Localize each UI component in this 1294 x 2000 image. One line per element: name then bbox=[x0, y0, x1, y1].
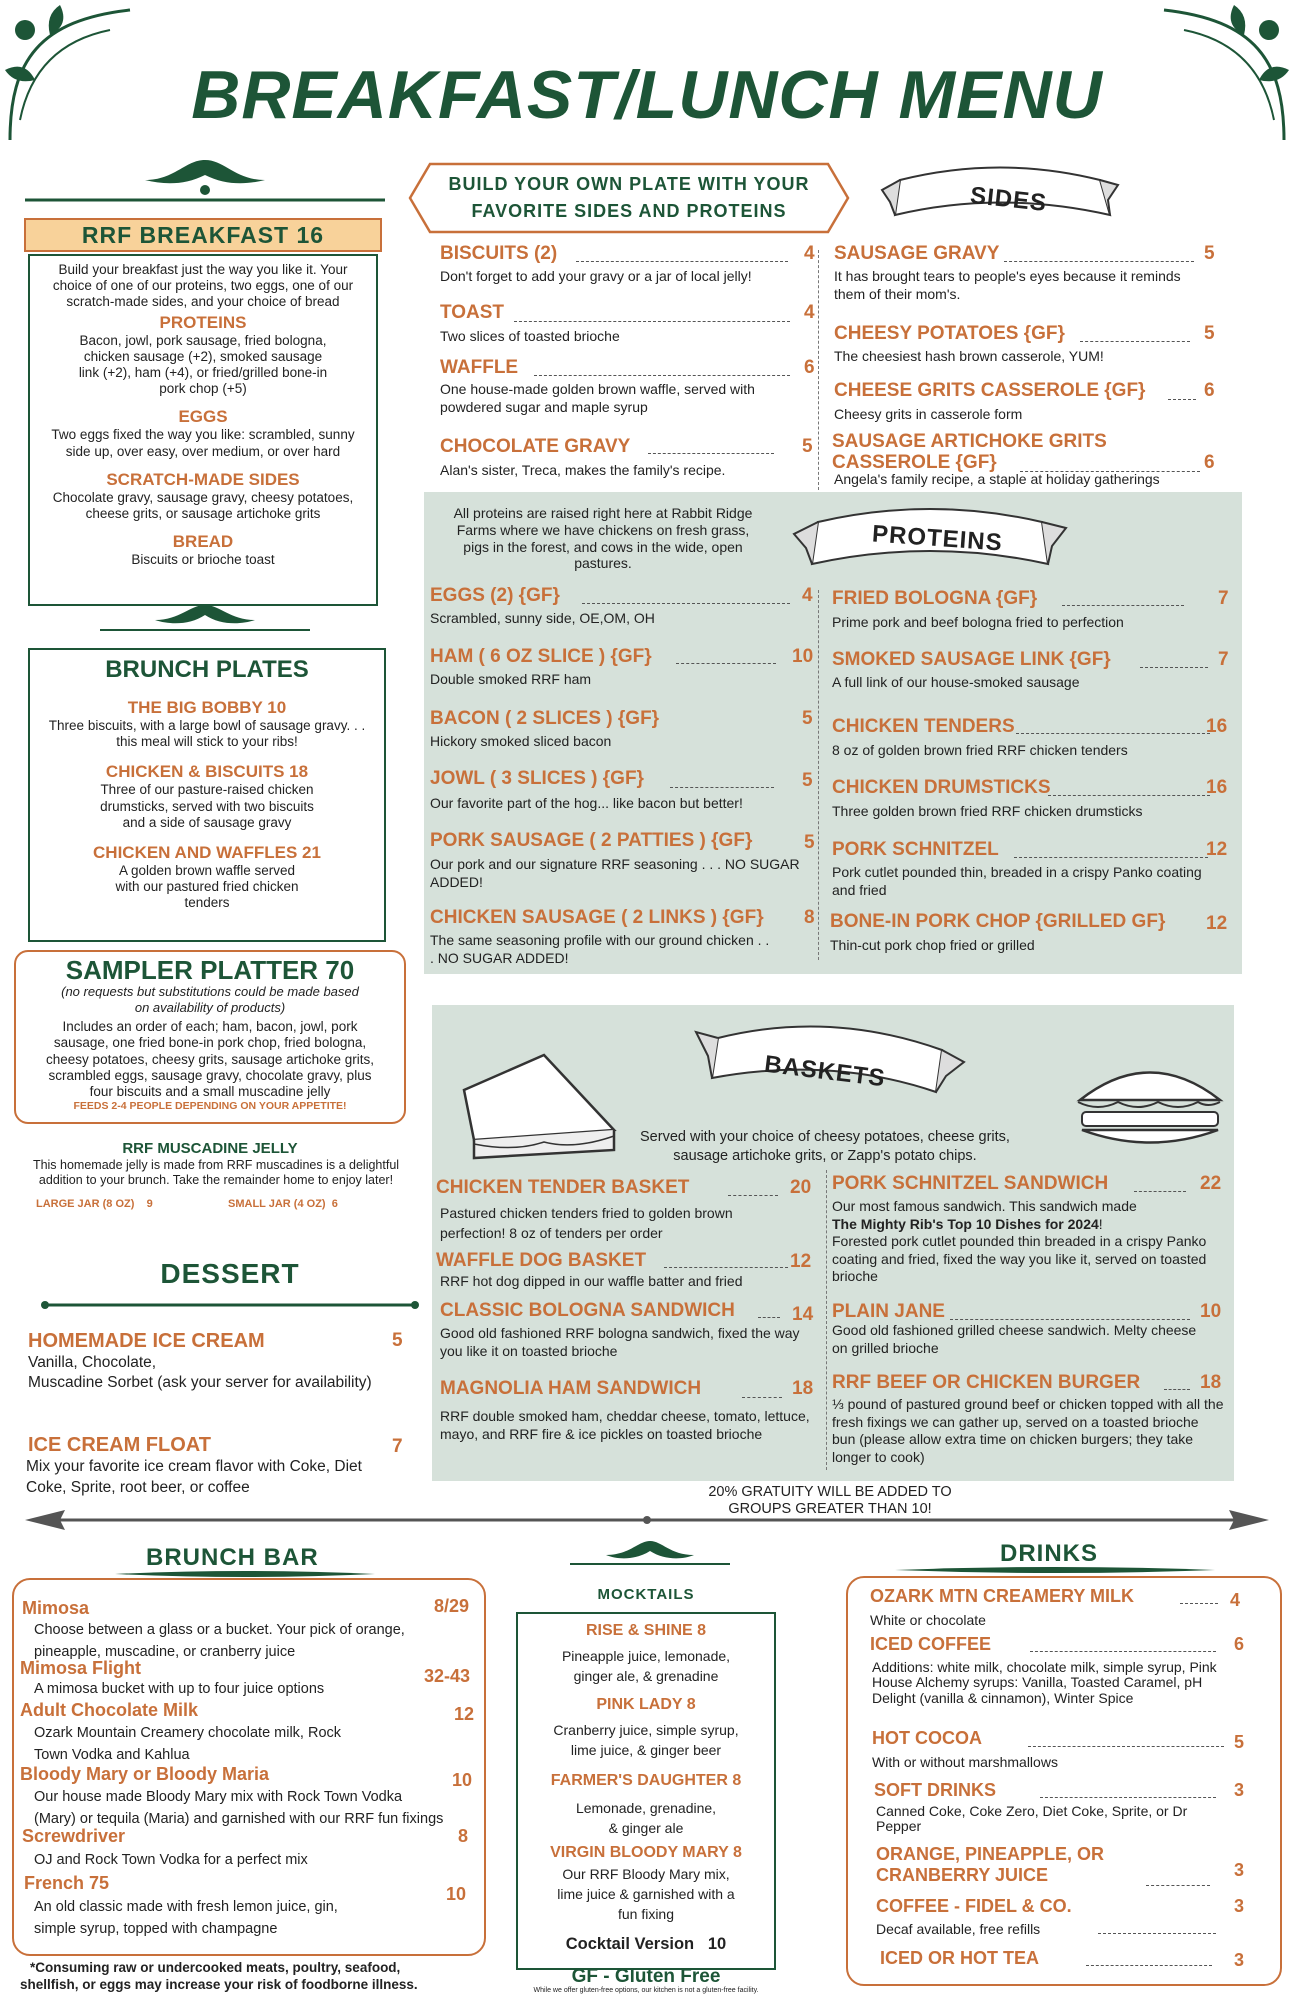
side-item-name: CHEESY POTATOES {GF} bbox=[834, 323, 1065, 344]
gluten-free-label: GF - Gluten Free bbox=[571, 1966, 721, 1987]
side-item-name: SAUSAGE GRAVY bbox=[834, 243, 1000, 264]
basket-item-name: PORK SCHNITZEL SANDWICH bbox=[832, 1173, 1109, 1194]
drink-item-name: ORANGE, PINEAPPLE, OR bbox=[876, 1844, 1105, 1864]
baskets-title: BASKETS bbox=[762, 1050, 887, 1093]
drink-item-price: 3 bbox=[1234, 1780, 1245, 1800]
protein-item-desc: The same seasoning profile with our ground chicken . . . NO SUGAR ADDED! bbox=[430, 932, 770, 966]
proteins-intro: All proteins are raised right here at Rabbit Ridge Farms where we have chickens on fresh grass, pigs in the forest, and cows in the wide, open pastures. bbox=[453, 505, 753, 572]
basket-item-desc: Good old fashioned grilled cheese sandwich. Melty cheese on grilled brioche bbox=[832, 1322, 1197, 1356]
leader-dots bbox=[742, 1388, 782, 1398]
protein-item-price: 16 bbox=[1206, 777, 1228, 798]
drink-item-price: 3 bbox=[1234, 1896, 1245, 1916]
drink-item-price: 3 bbox=[1234, 1860, 1245, 1880]
basket-item-price: 22 bbox=[1200, 1173, 1222, 1194]
brunch-bar-item-desc: pineapple, muscadine, or cranberry juice bbox=[34, 1644, 296, 1660]
sandwich-illustration-icon bbox=[444, 1040, 644, 1170]
baskets-intro: Served with your choice of cheesy potatoes, cheese grits, sausage artichoke grits, or Zapp's potato chips. bbox=[640, 1129, 1010, 1164]
plate-item-name: CHOCOLATE GRAVY bbox=[440, 436, 631, 457]
protein-item-name: CHICKEN TENDERS bbox=[832, 716, 1015, 737]
protein-item-desc: Three golden brown fried RRF chicken drumsticks bbox=[832, 803, 1143, 819]
drink-item-name: HOT COCOA bbox=[872, 1728, 982, 1748]
disclaimer-line1: *Consuming raw or undercooked meats, poultry, seafood, bbox=[30, 1960, 401, 1975]
plate-item-name: BISCUITS (2) bbox=[440, 243, 558, 264]
divider-arrow-icon bbox=[20, 1505, 1274, 1535]
protein-item-desc: A full link of our house-smoked sausage bbox=[832, 674, 1080, 690]
column-divider bbox=[818, 590, 819, 960]
brunch-plate-desc: A golden brown waffle served with our pastured fried chicken tenders bbox=[115, 862, 299, 911]
brunch-bar-item-desc: simple syrup, topped with champagne bbox=[34, 1921, 278, 1937]
dessert-item-price: 7 bbox=[392, 1436, 403, 1457]
dessert-item-price: 5 bbox=[392, 1330, 403, 1351]
brunch-bar-item-desc: Town Vodka and Kahlua bbox=[34, 1747, 190, 1763]
plate-item-price: 4 bbox=[804, 243, 815, 264]
dessert-item-name: ICE CREAM FLOAT bbox=[28, 1434, 211, 1456]
mocktail-desc: Pineapple juice, lemonade, bbox=[561, 1648, 731, 1664]
basket-item-desc: Good old fashioned RRF bologna sandwich, fixed the way you like it on toasted brioche bbox=[440, 1325, 800, 1359]
proteins-title: PROTEINS bbox=[871, 520, 1004, 557]
basket-item-name: CLASSIC BOLOGNA SANDWICH bbox=[440, 1300, 735, 1321]
protein-item-price: 5 bbox=[802, 708, 813, 729]
protein-item-desc: Scrambled, sunny side, OE,OM, OH bbox=[430, 610, 655, 626]
column-divider bbox=[818, 250, 819, 490]
protein-item-desc: 8 oz of golden brown fried RRF chicken tenders bbox=[832, 742, 1128, 758]
drink-item-name: SOFT DRINKS bbox=[874, 1780, 997, 1800]
brunch-plates-title: BRUNCH PLATES bbox=[105, 656, 309, 683]
breakfast-title: RRF BREAKFAST 16 bbox=[81, 222, 325, 248]
drink-item-desc: Decaf available, free refills bbox=[876, 1921, 1041, 1937]
mocktail-name: RISE & SHINE 8 bbox=[585, 1622, 707, 1639]
plate-item-desc: Alan's sister, Treca, makes the family's recipe. bbox=[440, 462, 726, 478]
protein-item-desc: Our favorite part of the hog... like bacon but better! bbox=[430, 795, 743, 811]
basket-item-desc: Pastured chicken tenders fried to golden brown perfection! 8 oz of tenders per order bbox=[440, 1205, 733, 1241]
mocktails-title: MOCKTAILS bbox=[597, 1586, 695, 1603]
side-item-price: 5 bbox=[1204, 323, 1215, 344]
mocktail-name: VIRGIN BLOODY MARY 8 bbox=[550, 1844, 742, 1861]
basket-item-name: CHICKEN TENDER BASKET bbox=[436, 1177, 690, 1198]
plate-item-price: 4 bbox=[804, 302, 815, 323]
protein-item-name: EGGS (2) {GF} bbox=[430, 585, 560, 606]
plate-item-price: 5 bbox=[802, 436, 813, 457]
dessert-item-desc: Muscadine Sorbet (ask your server for availability) bbox=[28, 1374, 372, 1391]
protein-item-desc: Thin-cut pork chop fried or grilled bbox=[830, 937, 1035, 953]
dessert-item-name: HOMEMADE ICE CREAM bbox=[28, 1330, 265, 1352]
brunch-bar-item-desc: (Mary) or tequila (Maria) and garnished with our RRF fun fixings bbox=[34, 1811, 444, 1827]
protein-item-price: 10 bbox=[792, 646, 814, 667]
drink-item-price: 4 bbox=[1230, 1590, 1241, 1610]
protein-item-price: 5 bbox=[804, 832, 815, 853]
drink-item-name-line2: CRANBERRY JUICE bbox=[876, 1865, 1049, 1885]
drink-item-desc: With or without marshmallows bbox=[872, 1754, 1058, 1770]
mocktail-desc: Lemonade, grenadine, bbox=[575, 1800, 717, 1816]
protein-item-price: 12 bbox=[1206, 913, 1228, 934]
leader-dots bbox=[1016, 724, 1210, 734]
drink-item-name: COFFEE - FIDEL & CO. bbox=[876, 1896, 1072, 1916]
brunch-bar-item-name: Bloody Mary or Bloody Maria bbox=[20, 1764, 270, 1784]
mocktail-desc: Cranberry juice, simple syrup, bbox=[553, 1722, 739, 1738]
protein-item-desc: Our pork and our signature RRF seasoning . . . NO SUGAR ADDED! bbox=[430, 856, 800, 890]
leader-dots bbox=[534, 366, 790, 376]
leader-dots bbox=[728, 1186, 778, 1196]
brunch-bar-item-desc: OJ and Rock Town Vodka for a perfect mix bbox=[34, 1852, 308, 1868]
mocktail-desc: fun fixing bbox=[617, 1906, 675, 1922]
brunch-bar-item-price: 10 bbox=[452, 1770, 473, 1790]
brunch-bar-item-name: Mimosa bbox=[22, 1598, 90, 1618]
protein-item-name: SMOKED SAUSAGE LINK {GF} bbox=[832, 649, 1111, 670]
breakfast-eggs-heading: EGGS bbox=[178, 407, 228, 427]
basket-item-price: 18 bbox=[792, 1378, 814, 1399]
corner-ornament-top-left-icon bbox=[0, 0, 140, 150]
brunch-plates-box bbox=[28, 648, 386, 942]
dessert-item-desc: Vanilla, Chocolate, bbox=[28, 1354, 157, 1371]
leader-dots bbox=[664, 1258, 788, 1268]
protein-item-price: 12 bbox=[1206, 839, 1228, 860]
disclaimer-line2: shellfish, or eggs may increase your risk of foodborne illness. bbox=[20, 1977, 418, 1992]
dessert-item-desc: Coke, Sprite, root beer, or coffee bbox=[26, 1479, 250, 1496]
breakfast-title-badge bbox=[24, 218, 382, 252]
basket-item-price: 20 bbox=[790, 1177, 812, 1198]
brunch-bar-item-desc: Ozark Mountain Creamery chocolate milk, Rock bbox=[34, 1725, 342, 1741]
mocktail-desc: ginger ale, & grenadine bbox=[573, 1668, 719, 1684]
leader-dots bbox=[1164, 1380, 1190, 1390]
basket-item-desc-a: Our most famous sandwich. This sandwich made bbox=[832, 1198, 1137, 1214]
protein-item-name: HAM ( 6 OZ SLICE ) {GF} bbox=[430, 646, 652, 667]
protein-item-desc: Prime pork and beef bologna fried to perfection bbox=[832, 614, 1124, 630]
sampler-box bbox=[14, 950, 406, 1124]
brunch-bar-item-desc: Choose between a glass or a bucket. Your pick of orange, bbox=[34, 1622, 405, 1638]
protein-item-name: PORK SCHNITZEL bbox=[832, 839, 999, 860]
divider-ornament-icon bbox=[20, 155, 390, 205]
column-divider bbox=[826, 1170, 827, 1470]
breakfast-proteins-heading: PROTEINS bbox=[159, 312, 247, 332]
burger-illustration-icon bbox=[1070, 1040, 1230, 1160]
drink-item-price: 5 bbox=[1234, 1732, 1245, 1752]
cocktail-version: Cocktail Version 10 bbox=[565, 1935, 727, 1953]
brunch-bar-item-desc: A mimosa bucket with up to four juice options bbox=[34, 1681, 325, 1697]
brunch-plate-name: CHICKEN AND WAFFLES 21 bbox=[93, 842, 321, 862]
sampler-note: (no requests but substitutions could be made based on availability of products) bbox=[61, 984, 359, 1015]
protein-item-desc: Double smoked RRF ham bbox=[430, 671, 592, 687]
mocktail-desc: Our RRF Bloody Mary mix, bbox=[562, 1866, 730, 1882]
leader-dots bbox=[1086, 1956, 1212, 1966]
dessert-item-desc: Mix your favorite ice cream flavor with Coke, Diet bbox=[26, 1458, 362, 1475]
plate-item-desc: Two slices of toasted brioche bbox=[440, 328, 620, 344]
basket-item-name: MAGNOLIA HAM SANDWICH bbox=[440, 1378, 702, 1399]
basket-item-desc-c: ! bbox=[1098, 1215, 1103, 1232]
build-plate-line2: FAVORITE SIDES AND PROTEINS bbox=[471, 201, 787, 221]
brunch-bar-item-price: 8/29 bbox=[434, 1596, 470, 1616]
protein-item-name: BACON ( 2 SLICES ) {GF} bbox=[430, 708, 660, 729]
leader-dots bbox=[1168, 390, 1196, 400]
breakfast-proteins-text: Bacon, jowl, pork sausage, fried bologna, chicken sausage (+2), smoked sausage link (+2), ham (+4), or fried/grilled bone-in pork chop (+5) bbox=[78, 332, 328, 397]
leader-dots bbox=[1134, 1182, 1186, 1192]
basket-item-name: RRF BEEF OR CHICKEN BURGER bbox=[832, 1372, 1141, 1393]
leader-dots bbox=[1030, 1642, 1216, 1652]
drink-item-price: 6 bbox=[1234, 1634, 1245, 1654]
leader-dots bbox=[1146, 1876, 1210, 1886]
leader-dots bbox=[1048, 786, 1210, 796]
basket-item-price: 14 bbox=[792, 1304, 814, 1325]
leader-dots bbox=[1004, 252, 1194, 262]
corner-ornament-top-right-icon bbox=[1154, 0, 1294, 150]
side-item-desc: It has brought tears to people's eyes because it reminds them of their mom's. bbox=[834, 268, 1181, 302]
brunch-plate-name: THE BIG BOBBY 10 bbox=[127, 698, 287, 717]
breakfast-eggs-text: Two eggs fixed the way you like: scrambled, sunny side up, over easy, over medium, or over hard bbox=[51, 427, 355, 459]
basket-item-desc-award: The Mighty Rib's Top 10 Dishes for 2024 bbox=[832, 1215, 1099, 1232]
protein-item-price: 7 bbox=[1218, 588, 1229, 609]
protein-item-price: 5 bbox=[802, 770, 813, 791]
basket-item-desc-d: Forested pork cutlet pounded thin breaded in a crispy Panko coating and fried, fixed the way you like it, served on toasted brioche bbox=[832, 1233, 1207, 1284]
leader-dots bbox=[676, 654, 776, 664]
sides-title: SIDES bbox=[968, 182, 1049, 217]
dessert-rule-icon bbox=[40, 1298, 420, 1312]
basket-item-price: 18 bbox=[1200, 1372, 1222, 1393]
drink-item-desc: Canned Coke, Coke Zero, Diet Coke, Sprite, or Dr Pepper bbox=[876, 1803, 1188, 1835]
flourish-icon bbox=[90, 600, 320, 640]
brunch-bar-item-price: 32-43 bbox=[424, 1666, 471, 1686]
drink-item-desc: White or chocolate bbox=[870, 1612, 986, 1628]
brunch-bar-item-price: 10 bbox=[446, 1884, 467, 1904]
build-plate-badge-icon bbox=[408, 162, 850, 234]
leader-dots bbox=[1014, 848, 1208, 858]
basket-item-desc: RRF double smoked ham, cheddar cheese, tomato, lettuce, mayo, and RRF fire & ice pickles on toasted brioche bbox=[440, 1408, 810, 1442]
brunch-plate-name: CHICKEN & BISCUITS 18 bbox=[105, 762, 309, 782]
protein-item-price: 7 bbox=[1218, 649, 1229, 670]
plate-item-desc: Don't forget to add your gravy or a jar of local jelly! bbox=[440, 268, 752, 284]
leader-dots bbox=[648, 444, 774, 454]
brunch-bar-item-price: 8 bbox=[458, 1826, 469, 1846]
leader-dots bbox=[1180, 1594, 1218, 1604]
brunch-bar-item-name: Adult Chocolate Milk bbox=[20, 1700, 199, 1720]
side-item-name: CHEESE GRITS CASSEROLE {GF} bbox=[834, 380, 1146, 401]
dessert-title: DESSERT bbox=[160, 1258, 300, 1289]
sampler-feeds: FEEDS 2-4 PEOPLE DEPENDING ON YOUR APPETITE! bbox=[73, 1100, 347, 1113]
drink-item-name: ICED OR HOT TEA bbox=[880, 1948, 1040, 1968]
brunch-bar-item-name: Mimosa Flight bbox=[20, 1658, 141, 1678]
protein-item-name: CHICKEN SAUSAGE ( 2 LINKS ) {GF} bbox=[430, 907, 764, 928]
side-item-desc: The cheesiest hash brown casserole, YUM! bbox=[834, 348, 1104, 364]
sampler-desc: Includes an order of each; ham, bacon, jowl, pork sausage, one fried bone-in pork chop, fried bologna, cheesy potatoes, cheesy grits, sausage artichoke grits, scrambled eggs, sausage gravy, chocolate gravy, plus four biscuits and a small muscadine jelly bbox=[46, 1019, 374, 1099]
leader-dots bbox=[1028, 1737, 1224, 1747]
protein-item-price: 4 bbox=[802, 585, 813, 606]
plate-item-name: WAFFLE bbox=[440, 357, 519, 378]
build-plate-line1: BUILD YOUR OWN PLATE WITH YOUR bbox=[448, 174, 810, 194]
protein-item-price: 8 bbox=[804, 907, 815, 928]
gratuity-line2: GROUPS GREATER THAN 10! bbox=[728, 1501, 932, 1517]
protein-item-desc: Pork cutlet pounded thin, breaded in a crispy Panko coating and fried bbox=[832, 864, 1202, 898]
brunch-bar-item-desc: An old classic made with fresh lemon juice, gin, bbox=[34, 1899, 338, 1915]
drink-item-name: ICED COFFEE bbox=[870, 1634, 992, 1654]
brunch-plate-desc: Three of our pasture-raised chicken drumsticks, served with two biscuits and a side of sausage gravy bbox=[100, 782, 314, 830]
brunch-bar-item-desc: Our house made Bloody Mary mix with Rock Town Vodka bbox=[34, 1789, 403, 1805]
plate-item-desc: One house-made golden brown waffle, served with powdered sugar and maple syrup bbox=[440, 381, 755, 415]
basket-item-desc bbox=[832, 1198, 1222, 1286]
jelly-title: RRF MUSCADINE JELLY bbox=[122, 1140, 298, 1157]
side-item-name-line2: CASSEROLE {GF} bbox=[832, 452, 997, 473]
brunch-plate-desc: Three biscuits, with a large bowl of sausage gravy. . . this meal will stick to your ribs! bbox=[48, 718, 366, 750]
protein-item-name: FRIED BOLOGNA {GF} bbox=[832, 588, 1038, 609]
plate-item-name: TOAST bbox=[440, 302, 505, 323]
leader-dots bbox=[582, 594, 790, 604]
side-item-name: SAUSAGE ARTICHOKE GRITS bbox=[832, 431, 1107, 452]
sampler-title: SAMPLER PLATTER 70 bbox=[65, 955, 355, 985]
protein-item-name: BONE-IN PORK CHOP {GRILLED GF} bbox=[830, 911, 1166, 932]
gluten-free-note: While we offer gluten-free options, our kitchen is not a gluten-free facility. bbox=[533, 1987, 759, 1994]
protein-item-price: 16 bbox=[1206, 716, 1228, 737]
breakfast-bread-text: Biscuits or brioche toast bbox=[131, 552, 275, 568]
basket-item-desc: RRF hot dog dipped in our waffle batter and fried bbox=[440, 1273, 743, 1289]
jelly-small: SMALL JAR (4 OZ) 6 bbox=[228, 1198, 338, 1210]
basket-item-desc: ⅓ pound of pastured ground beef or chicken topped with all the fresh fixings we can gather up, served on a toasted brioche bun (please allow extra time on chicken burgers; they take longer to cook) bbox=[832, 1396, 1224, 1465]
basket-item-name: PLAIN JANE bbox=[832, 1301, 945, 1322]
breakfast-box bbox=[28, 254, 378, 606]
side-item-desc: Cheesy grits in casserole form bbox=[834, 406, 1023, 422]
brunch-bar-title: BRUNCH BAR bbox=[146, 1544, 319, 1571]
leader-dots bbox=[950, 1310, 1190, 1320]
gratuity-line1: 20% GRATUITY WILL BE ADDED TO bbox=[708, 1484, 952, 1500]
brunch-bar-item-price: 12 bbox=[454, 1704, 475, 1724]
brunch-bar-item-name: French 75 bbox=[24, 1873, 110, 1893]
protein-item-name: JOWL ( 3 SLICES ) {GF} bbox=[430, 768, 644, 789]
drink-item-desc: Additions: white milk, chocolate milk, simple syrup, Pink House Alchemy syrups: Vanilla, Toasted Caramel, pH Delight (vanilla & cinnamon), Winter Spice bbox=[872, 1659, 1217, 1706]
jelly-large: LARGE JAR (8 OZ) 9 bbox=[36, 1198, 153, 1210]
brunch-bar-item-name: Screwdriver bbox=[22, 1826, 126, 1846]
plate-item-price: 6 bbox=[804, 357, 815, 378]
drinks-rule-icon bbox=[890, 1564, 1220, 1576]
breakfast-bread-heading: BREAD bbox=[172, 532, 234, 552]
breakfast-sides-heading: SCRATCH-MADE SIDES bbox=[106, 469, 300, 489]
basket-item-name: WAFFLE DOG BASKET bbox=[436, 1250, 647, 1271]
side-item-price: 6 bbox=[1204, 380, 1215, 401]
leader-dots bbox=[576, 252, 788, 262]
jelly-desc: This homemade jelly is made from RRF muscadines is a delightful addition to your brunch. Take the remainder home to enjoy later! bbox=[32, 1158, 400, 1187]
side-item-price: 6 bbox=[1204, 452, 1215, 473]
page-title: BREAKFAST/LUNCH MENU bbox=[191, 57, 1103, 133]
breakfast-intro: Build your breakfast just the way you like it. Your choice of one of our proteins, two eggs, one of our scratch-made sides, and your choice of bread bbox=[52, 262, 354, 310]
leader-dots bbox=[670, 778, 774, 788]
leader-dots bbox=[1080, 332, 1190, 342]
protein-item-name: CHICKEN DRUMSTICKS bbox=[832, 777, 1051, 798]
protein-item-name: PORK SAUSAGE ( 2 PATTIES ) {GF} bbox=[430, 830, 753, 851]
basket-item-price: 10 bbox=[1200, 1301, 1222, 1322]
leader-dots bbox=[1040, 1788, 1216, 1798]
mocktail-desc: & ginger ale bbox=[608, 1820, 684, 1836]
leader-dots bbox=[1098, 1924, 1216, 1934]
basket-item-price: 12 bbox=[790, 1251, 812, 1272]
protein-item-desc: Hickory smoked sliced bacon bbox=[430, 733, 612, 749]
drink-item-price: 3 bbox=[1234, 1950, 1245, 1970]
drinks-title: DRINKS bbox=[1000, 1540, 1099, 1567]
mocktail-name: PINK LADY 8 bbox=[596, 1696, 696, 1713]
drink-item-name: OZARK MTN CREAMERY MILK bbox=[870, 1586, 1134, 1606]
mocktail-desc: lime juice & garnished with a bbox=[557, 1886, 735, 1902]
leader-dots bbox=[1062, 596, 1184, 606]
mocktails-flourish-icon bbox=[560, 1536, 740, 1576]
mocktail-name: FARMER'S DAUGHTER 8 bbox=[550, 1772, 742, 1789]
leader-dots bbox=[1140, 658, 1208, 668]
side-item-desc: Angela's family recipe, a staple at holiday gatherings bbox=[834, 471, 1160, 487]
leader-dots bbox=[514, 312, 790, 322]
side-item-price: 5 bbox=[1204, 243, 1215, 264]
mocktail-desc: lime juice, & ginger beer bbox=[570, 1742, 722, 1758]
leader-dots bbox=[758, 1308, 780, 1318]
breakfast-sides-text: Chocolate gravy, sausage gravy, cheesy potatoes, cheese grits, or sausage artichoke grits bbox=[52, 489, 354, 521]
